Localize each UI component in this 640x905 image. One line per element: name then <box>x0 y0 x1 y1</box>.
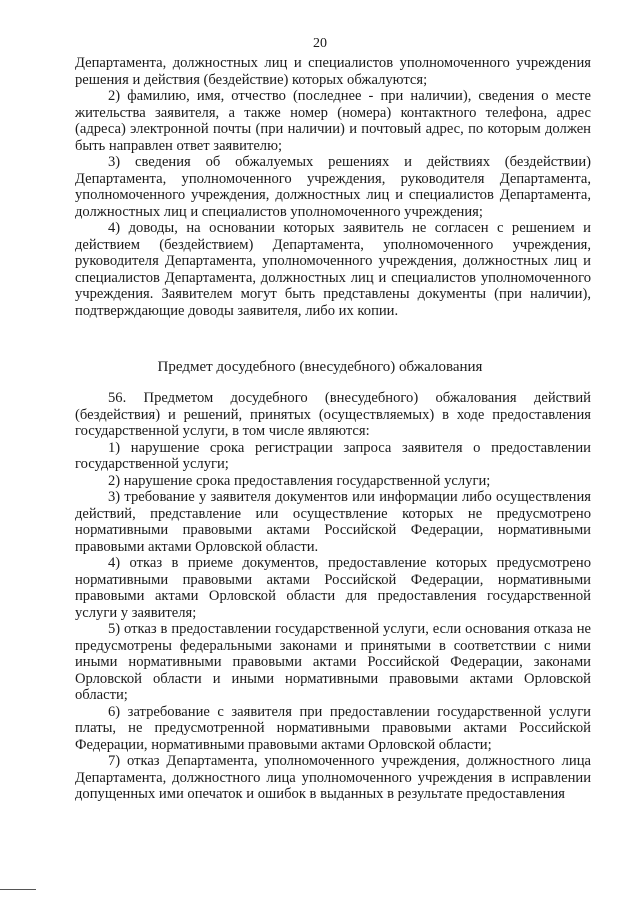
paragraph-56: 56. Предметом досудебного (внесудебного) обжалования действий (бездействия) и решений, принятых (осуществляемых) в ходе предоставления государственной услуги, в том числе являются: <box>75 390 591 439</box>
section-subject-text <box>75 390 591 803</box>
paragraph-subitem-7: 7) отказ Департамента, уполномоченного учреждения, должностного лица Департамента, должностного лица уполномоченного учреждения в исправлении допущенных ими опечаток и ошибок в выданных в результате предоставления <box>75 753 591 802</box>
paragraph-subitem-1: 1) нарушение срока регистрации запроса заявителя о предоставлении государственной услуги; <box>75 439 591 472</box>
paragraph-subitem-2: 2) нарушение срока предоставления государственной услуги; <box>108 472 491 489</box>
section-requirements-text <box>75 55 591 319</box>
paragraph-continuation: Департамента, должностных лиц и специалистов уполномоченного учреждения решения и действия (бездействие) которых обжалуются; <box>75 55 591 88</box>
paragraph-item-2: 2) фамилию, имя, отчество (последнее - при наличии), сведения о месте жительства заявителя, а также номер (номера) контактного телефона, адрес (адреса) электронной почты (при наличии) и почтовый адрес, по которым должен быть направлен ответ заявителю; <box>75 88 591 154</box>
section-heading: Предмет досудебного (внесудебного) обжалования <box>157 359 483 375</box>
paragraph-subitem-4: 4) отказ в приеме документов, предоставление которых предусмотрено нормативными правовыми актами Российской Федерации, нормативными правовыми актами Орловской области для предоставления государственной услуги у заявителя; <box>75 555 591 621</box>
paragraph-subitem-3: 3) требование у заявителя документов или информации либо осуществления действий, представление или осуществление которых не предусмотрено нормативными правовыми актами Российской Федерации, нормативными правовыми актами Орловской области. <box>75 489 591 555</box>
paragraph-item-3: 3) сведения об обжалуемых решениях и действиях (бездействии) Департамента, уполномоченного учреждения, руководителя Департамента, уполномоченного учреждения, должностных лиц и специалистов Департамента, должностных лиц и специалистов уполномоченного учреждения; <box>75 154 591 220</box>
page-number: 20 <box>313 36 327 51</box>
paragraph-item-4: 4) доводы, на основании которых заявитель не согласен с решением и действием (бездействием) Департамента, уполномоченного учреждения, руководителя Департамента, уполномоченного учреждения, должностных лиц и специалистов Департамента, должностных лиц и специалистов уполномоченного учреждения. Заявителем могут быть представлены документы (при наличии), подтверждающие доводы заявителя, либо их копии. <box>75 220 591 319</box>
paragraph-subitem-5: 5) отказ в предоставлении государственной услуги, если основания отказа не предусмотрены федеральными законами и принятыми в соответствии с ними иными нормативными правовыми актами Российской Федерации, законами Орловской области и иными нормативными правовыми актами Орловской области; <box>75 621 591 703</box>
scan-edge-mark <box>0 889 36 890</box>
paragraph-subitem-6: 6) затребование с заявителя при предоставлении государственной услуги платы, не предусмотренной нормативными правовыми актами Российской Федерации, нормативными правовыми актами Орловской области; <box>75 703 591 753</box>
